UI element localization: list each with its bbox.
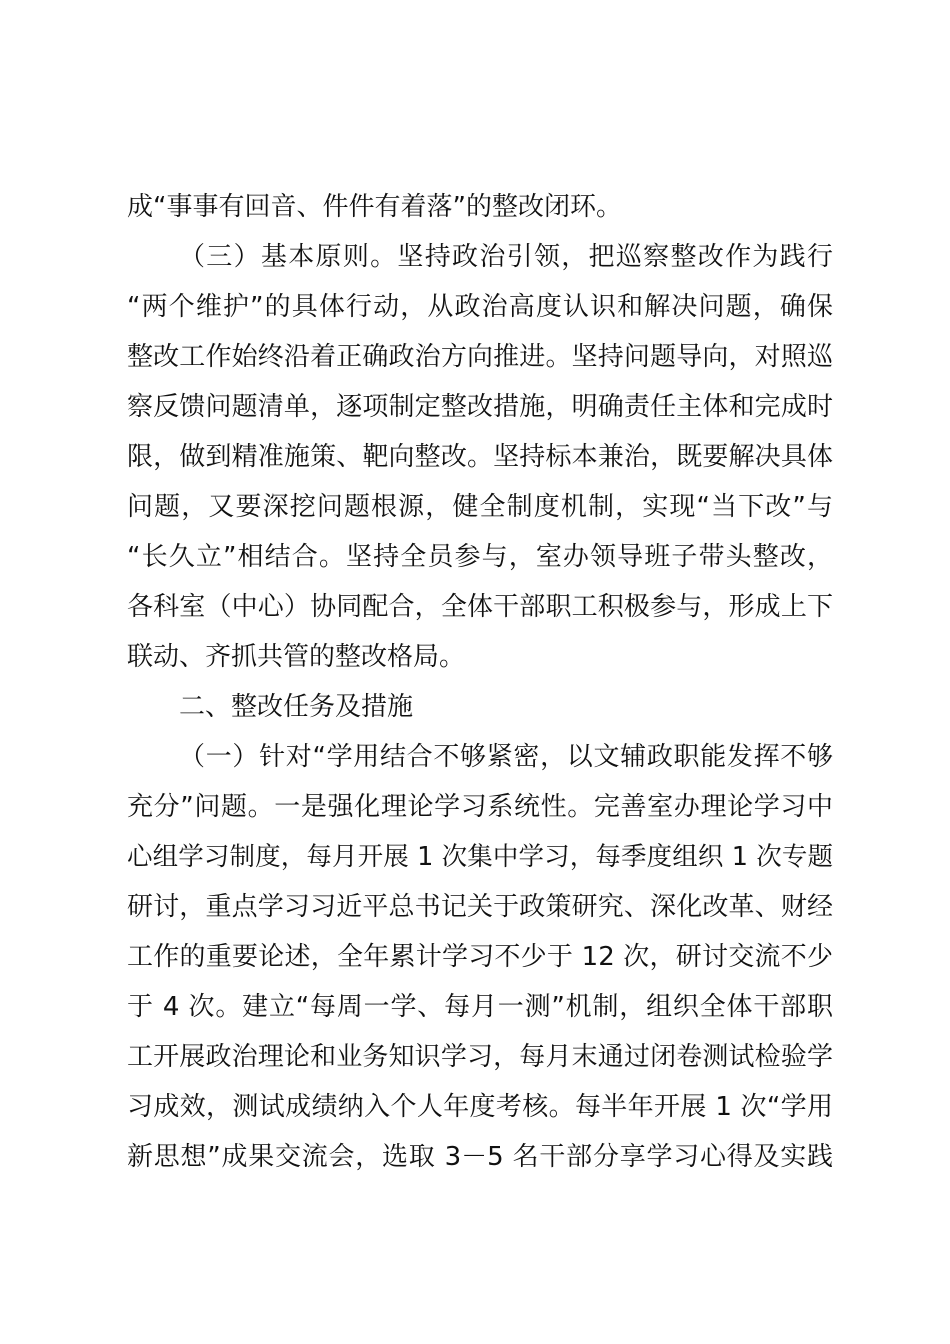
- text-line-20: 新思想”成果交流会，选取 3－5 名干部分享学习心得及实践: [127, 1142, 833, 1172]
- text-line-18: 工开展政治理论和业务知识学习，每月末通过闭卷测试检验学: [127, 1042, 833, 1072]
- text-line-10: 联动、齐抓共管的整改格局。: [127, 642, 466, 672]
- document-body: [127, 182, 833, 1182]
- text-line-13: 充分”问题。一是强化理论学习系统性。完善室办理论学习中: [127, 792, 833, 822]
- text-line-9: 各科室（中心）协同配合，全体干部职工积极参与，形成上下: [127, 592, 833, 622]
- section-heading: 二、整改任务及措施: [179, 692, 414, 722]
- text-line-6: 限，做到精准施策、靶向整改。坚持标本兼治，既要解决具体: [127, 442, 833, 472]
- text-line-7: 问题，又要深挖问题根源，健全制度机制，实现“当下改”与: [127, 492, 833, 522]
- text-line-3: “两个维护”的具体行动，从政治高度认识和解决问题，确保: [127, 292, 833, 322]
- text-line-17: 于 4 次。建立“每周一学、每月一测”机制，组织全体干部职: [127, 992, 833, 1022]
- text-line-14: 心组学习制度，每月开展 1 次集中学习，每季度组织 1 次专题: [127, 842, 833, 872]
- text-line-5: 察反馈问题清单，逐项制定整改措施，明确责任主体和完成时: [127, 392, 833, 422]
- text-line-15: 研讨，重点学习习近平总书记关于政策研究、深化改革、财经: [127, 892, 833, 922]
- text-line-16: 工作的重要论述，全年累计学习不少于 12 次，研讨交流不少: [127, 942, 833, 972]
- text-line-19: 习成效，测试成绩纳入个人年度考核。每半年开展 1 次“学用: [127, 1092, 833, 1122]
- text-line-4: 整改工作始终沿着正确政治方向推进。坚持问题导向，对照巡: [127, 342, 833, 372]
- text-line-2: （三）基本原则。坚持政治引领，把巡察整改作为践行: [179, 242, 833, 272]
- text-line-8: “长久立”相结合。坚持全员参与，室办领导班子带头整改，: [127, 542, 833, 572]
- text-line-1: 成“事事有回音、件件有着落”的整改闭环。: [127, 192, 622, 222]
- text-line-12: （一）针对“学用结合不够紧密，以文辅政职能发挥不够: [179, 742, 833, 772]
